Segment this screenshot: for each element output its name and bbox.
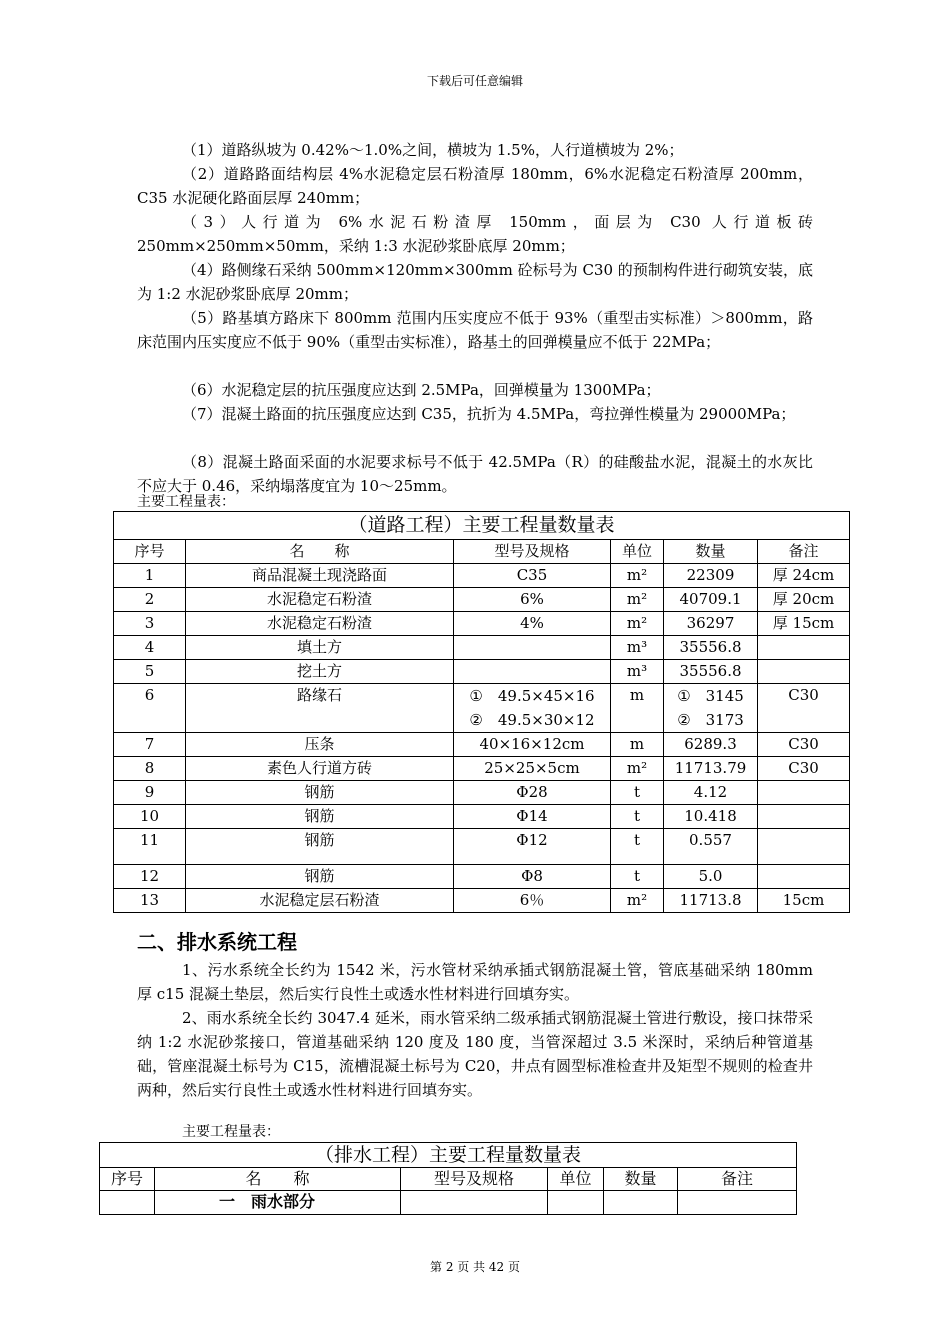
table-row	[114, 684, 850, 733]
table-cell: 一 雨水部分	[155, 1191, 401, 1215]
road-item-8: （8）混凝土路面采面的水泥要求标号不低于 42.5MPa（R）的硅酸盐水泥，混凝土的水灰比不应大于 0.46，采纳塌落度宜为 10～25mm。	[137, 453, 813, 495]
table-cell: m²	[611, 757, 664, 781]
table-cell: 素色人行道方砖	[186, 757, 454, 781]
table-cell: Φ12	[454, 829, 611, 865]
table-cell: t	[611, 805, 664, 829]
drainage-paragraph-1: 1、污水系统全长约为 1542 米，污水管材采纳承插式钢筋混凝土管，管底基础采纳 180mm 厚 c15 混凝土垫层，然后实行良性土或透水性材料进行回填夯实。	[137, 961, 813, 1003]
table-row	[114, 733, 850, 757]
table-cell: m²	[611, 564, 664, 588]
table-cell: 10.418	[664, 805, 758, 829]
table-cell: 4%	[454, 612, 611, 636]
table-cell	[758, 660, 850, 684]
table-cell: 填土方	[186, 636, 454, 660]
table-cell: 11	[114, 829, 186, 865]
header-cell: 备注	[758, 540, 850, 564]
table-cell: m	[611, 733, 664, 757]
table-cell: Φ8	[454, 865, 611, 889]
table-row	[114, 564, 850, 588]
header-cell: 型号及规格	[401, 1168, 548, 1191]
table-cell: 1	[114, 564, 186, 588]
road-item-7: （7）混凝土路面的抗压强度应达到 C35，抗折为 4.5MPa，弯拉弹性模量为 29000MPa；	[182, 405, 796, 423]
table-cell: 水泥稳定石粉渣	[186, 588, 454, 612]
table-cell	[401, 1191, 548, 1215]
header-cell: 型号及规格	[454, 540, 611, 564]
table-row	[114, 636, 850, 660]
table-cell: 6	[114, 684, 186, 733]
drain-table-title: （排水工程）主要工程量数量表	[100, 1143, 797, 1168]
table-cell: 钢筋	[186, 805, 454, 829]
table-cell: 6％	[454, 889, 611, 913]
table-cell	[758, 636, 850, 660]
table-cell: 9	[114, 781, 186, 805]
header-cell: 数量	[604, 1168, 678, 1191]
table-cell: 挖土方	[186, 660, 454, 684]
table-row	[100, 1191, 797, 1215]
qty-line-2: ② 3173	[677, 711, 744, 729]
table-cell: 5	[114, 660, 186, 684]
table-cell: 水泥稳定层石粉渣	[186, 889, 454, 913]
drainage-paragraph-2: 2、雨水系统全长约 3047.4 延米，雨水管采纳二级承插式钢筋混凝土管进行敷设，接口抹带采纳 1:2 水泥砂浆接口，管道基础采纳 120 度及 180 度，当管深超过 3.5 米深时，采纳后种管道基础，管座混凝土标号为 C15，流槽混凝土标号为 C20，井点有圆型标准检查井及矩型不规则的检查井两种，然后实行良性土或透水性材料进行回填夯实。	[137, 1009, 813, 1099]
road-item-2: （2）道路路面结构层 4%水泥稳定层石粉渣厚 180mm，6%水泥稳定石粉渣厚 200mm，C35 水泥硬化路面层厚 240mm；	[137, 165, 813, 207]
spec-line-2: ② 49.5×30×12	[469, 711, 595, 729]
table-cell: m²	[611, 612, 664, 636]
table-cell	[758, 829, 850, 865]
table-cell: 35556.8	[664, 636, 758, 660]
table-cell: Φ28	[454, 781, 611, 805]
table-cell: t	[611, 781, 664, 805]
table-cell: 40×16×12cm	[454, 733, 611, 757]
table-cell: 钢筋	[186, 829, 454, 865]
table-cell	[100, 1191, 155, 1215]
table-cell: Φ14	[454, 805, 611, 829]
table-row	[114, 757, 850, 781]
table-cell: t	[611, 865, 664, 889]
table-cell: 11713.79	[664, 757, 758, 781]
road-item-1: （1）道路纵坡为 0.42%～1.0%之间，横坡为 1.5%，人行道横坡为 2%；	[182, 141, 684, 159]
table-cell: 36297	[664, 612, 758, 636]
table-cell: C30	[758, 733, 850, 757]
table-cell: m³	[611, 660, 664, 684]
drain-table-header-row	[100, 1168, 797, 1191]
table-cell: 11713.8	[664, 889, 758, 913]
table-cell: t	[611, 829, 664, 865]
table-cell	[664, 684, 758, 733]
table-cell	[548, 1191, 604, 1215]
table-row	[114, 588, 850, 612]
table-row	[114, 660, 850, 684]
table-cell: 15cm	[758, 889, 850, 913]
table-cell: 40709.1	[664, 588, 758, 612]
table-row	[114, 865, 850, 889]
table-cell: m²	[611, 889, 664, 913]
table-cell: m³	[611, 636, 664, 660]
page-footer: 第 2 页 共 42 页	[430, 1260, 520, 1274]
header-cell: 备注	[678, 1168, 797, 1191]
table-cell: 13	[114, 889, 186, 913]
header-cell: 数量	[664, 540, 758, 564]
road-quantity-table	[113, 511, 850, 913]
header-cell: 序号	[114, 540, 186, 564]
header-cell: 单位	[548, 1168, 604, 1191]
table-cell: 0.557	[664, 829, 758, 865]
road-item-3: （3）人行道为 6%水泥石粉渣厚 150mm，面层为 C30 人行道板砖 250mm×250mm×50mm，采纳 1:3 水泥砂浆卧底厚 20mm；	[137, 213, 813, 255]
page-header: 下载后可任意编辑	[426, 74, 523, 88]
road-table-header-row	[114, 540, 850, 564]
table-cell: 10	[114, 805, 186, 829]
table-cell: 5.0	[664, 865, 758, 889]
table-cell: 4.12	[664, 781, 758, 805]
header-cell: 单位	[611, 540, 664, 564]
road-table-caption: 主要工程量表：	[137, 494, 235, 510]
table-cell: 22309	[664, 564, 758, 588]
table-row	[114, 889, 850, 913]
section-heading-drainage: 二、排水系统工程	[137, 930, 297, 954]
table-cell: 钢筋	[186, 781, 454, 805]
table-cell	[454, 684, 611, 733]
road-item-4: （4）路侧缘石采纳 500mm×120mm×300mm 砼标号为 C30 的预制构件进行砌筑安装，底为 1:2 水泥砂浆卧底厚 20mm；	[137, 261, 813, 303]
table-cell	[758, 805, 850, 829]
table-cell: 路缘石	[186, 684, 454, 733]
table-cell: C30	[758, 757, 850, 781]
table-cell: 水泥稳定石粉渣	[186, 612, 454, 636]
table-cell: 厚 20cm	[758, 588, 850, 612]
table-cell: C35	[454, 564, 611, 588]
table-cell	[454, 636, 611, 660]
table-cell: 压条	[186, 733, 454, 757]
table-cell: C30	[758, 684, 850, 733]
header-cell: 名 称	[155, 1168, 401, 1191]
table-row	[114, 805, 850, 829]
table-cell: 6%	[454, 588, 611, 612]
table-cell: 3	[114, 612, 186, 636]
table-row	[114, 612, 850, 636]
table-cell: 商品混凝土现浇路面	[186, 564, 454, 588]
table-cell: 钢筋	[186, 865, 454, 889]
road-item-6: （6）水泥稳定层的抗压强度应达到 2.5MPa，回弹模量为 1300MPa；	[182, 381, 661, 399]
table-cell: 12	[114, 865, 186, 889]
table-row	[114, 781, 850, 805]
drain-quantity-table	[99, 1142, 797, 1215]
table-cell: m²	[611, 588, 664, 612]
table-cell: 2	[114, 588, 186, 612]
table-cell: 35556.8	[664, 660, 758, 684]
table-cell	[604, 1191, 678, 1215]
qty-line-1: ① 3145	[677, 687, 744, 705]
table-cell: 25×25×5cm	[454, 757, 611, 781]
road-item-5: （5）路基填方路床下 800mm 范围内压实度应不低于 93%（重型击实标准）＞800mm，路床范围内压实度应不低于 90%（重型击实标准），路基土的回弹模量应不低于 22MPa；	[137, 309, 813, 351]
header-cell: 序号	[100, 1168, 155, 1191]
table-cell: 6289.3	[664, 733, 758, 757]
header-cell: 名 称	[186, 540, 454, 564]
road-table-title: （道路工程）主要工程量数量表	[114, 512, 850, 540]
drain-table-caption: 主要工程量表：	[182, 1124, 280, 1140]
table-cell: 4	[114, 636, 186, 660]
table-cell: 厚 24cm	[758, 564, 850, 588]
table-cell: 8	[114, 757, 186, 781]
table-cell: 厚 15cm	[758, 612, 850, 636]
spec-line-1: ① 49.5×45×16	[469, 687, 595, 705]
table-cell	[758, 781, 850, 805]
table-cell	[678, 1191, 797, 1215]
table-row	[114, 829, 850, 865]
table-cell	[454, 660, 611, 684]
table-cell	[758, 865, 850, 889]
table-cell: 7	[114, 733, 186, 757]
table-cell: m	[611, 684, 664, 733]
